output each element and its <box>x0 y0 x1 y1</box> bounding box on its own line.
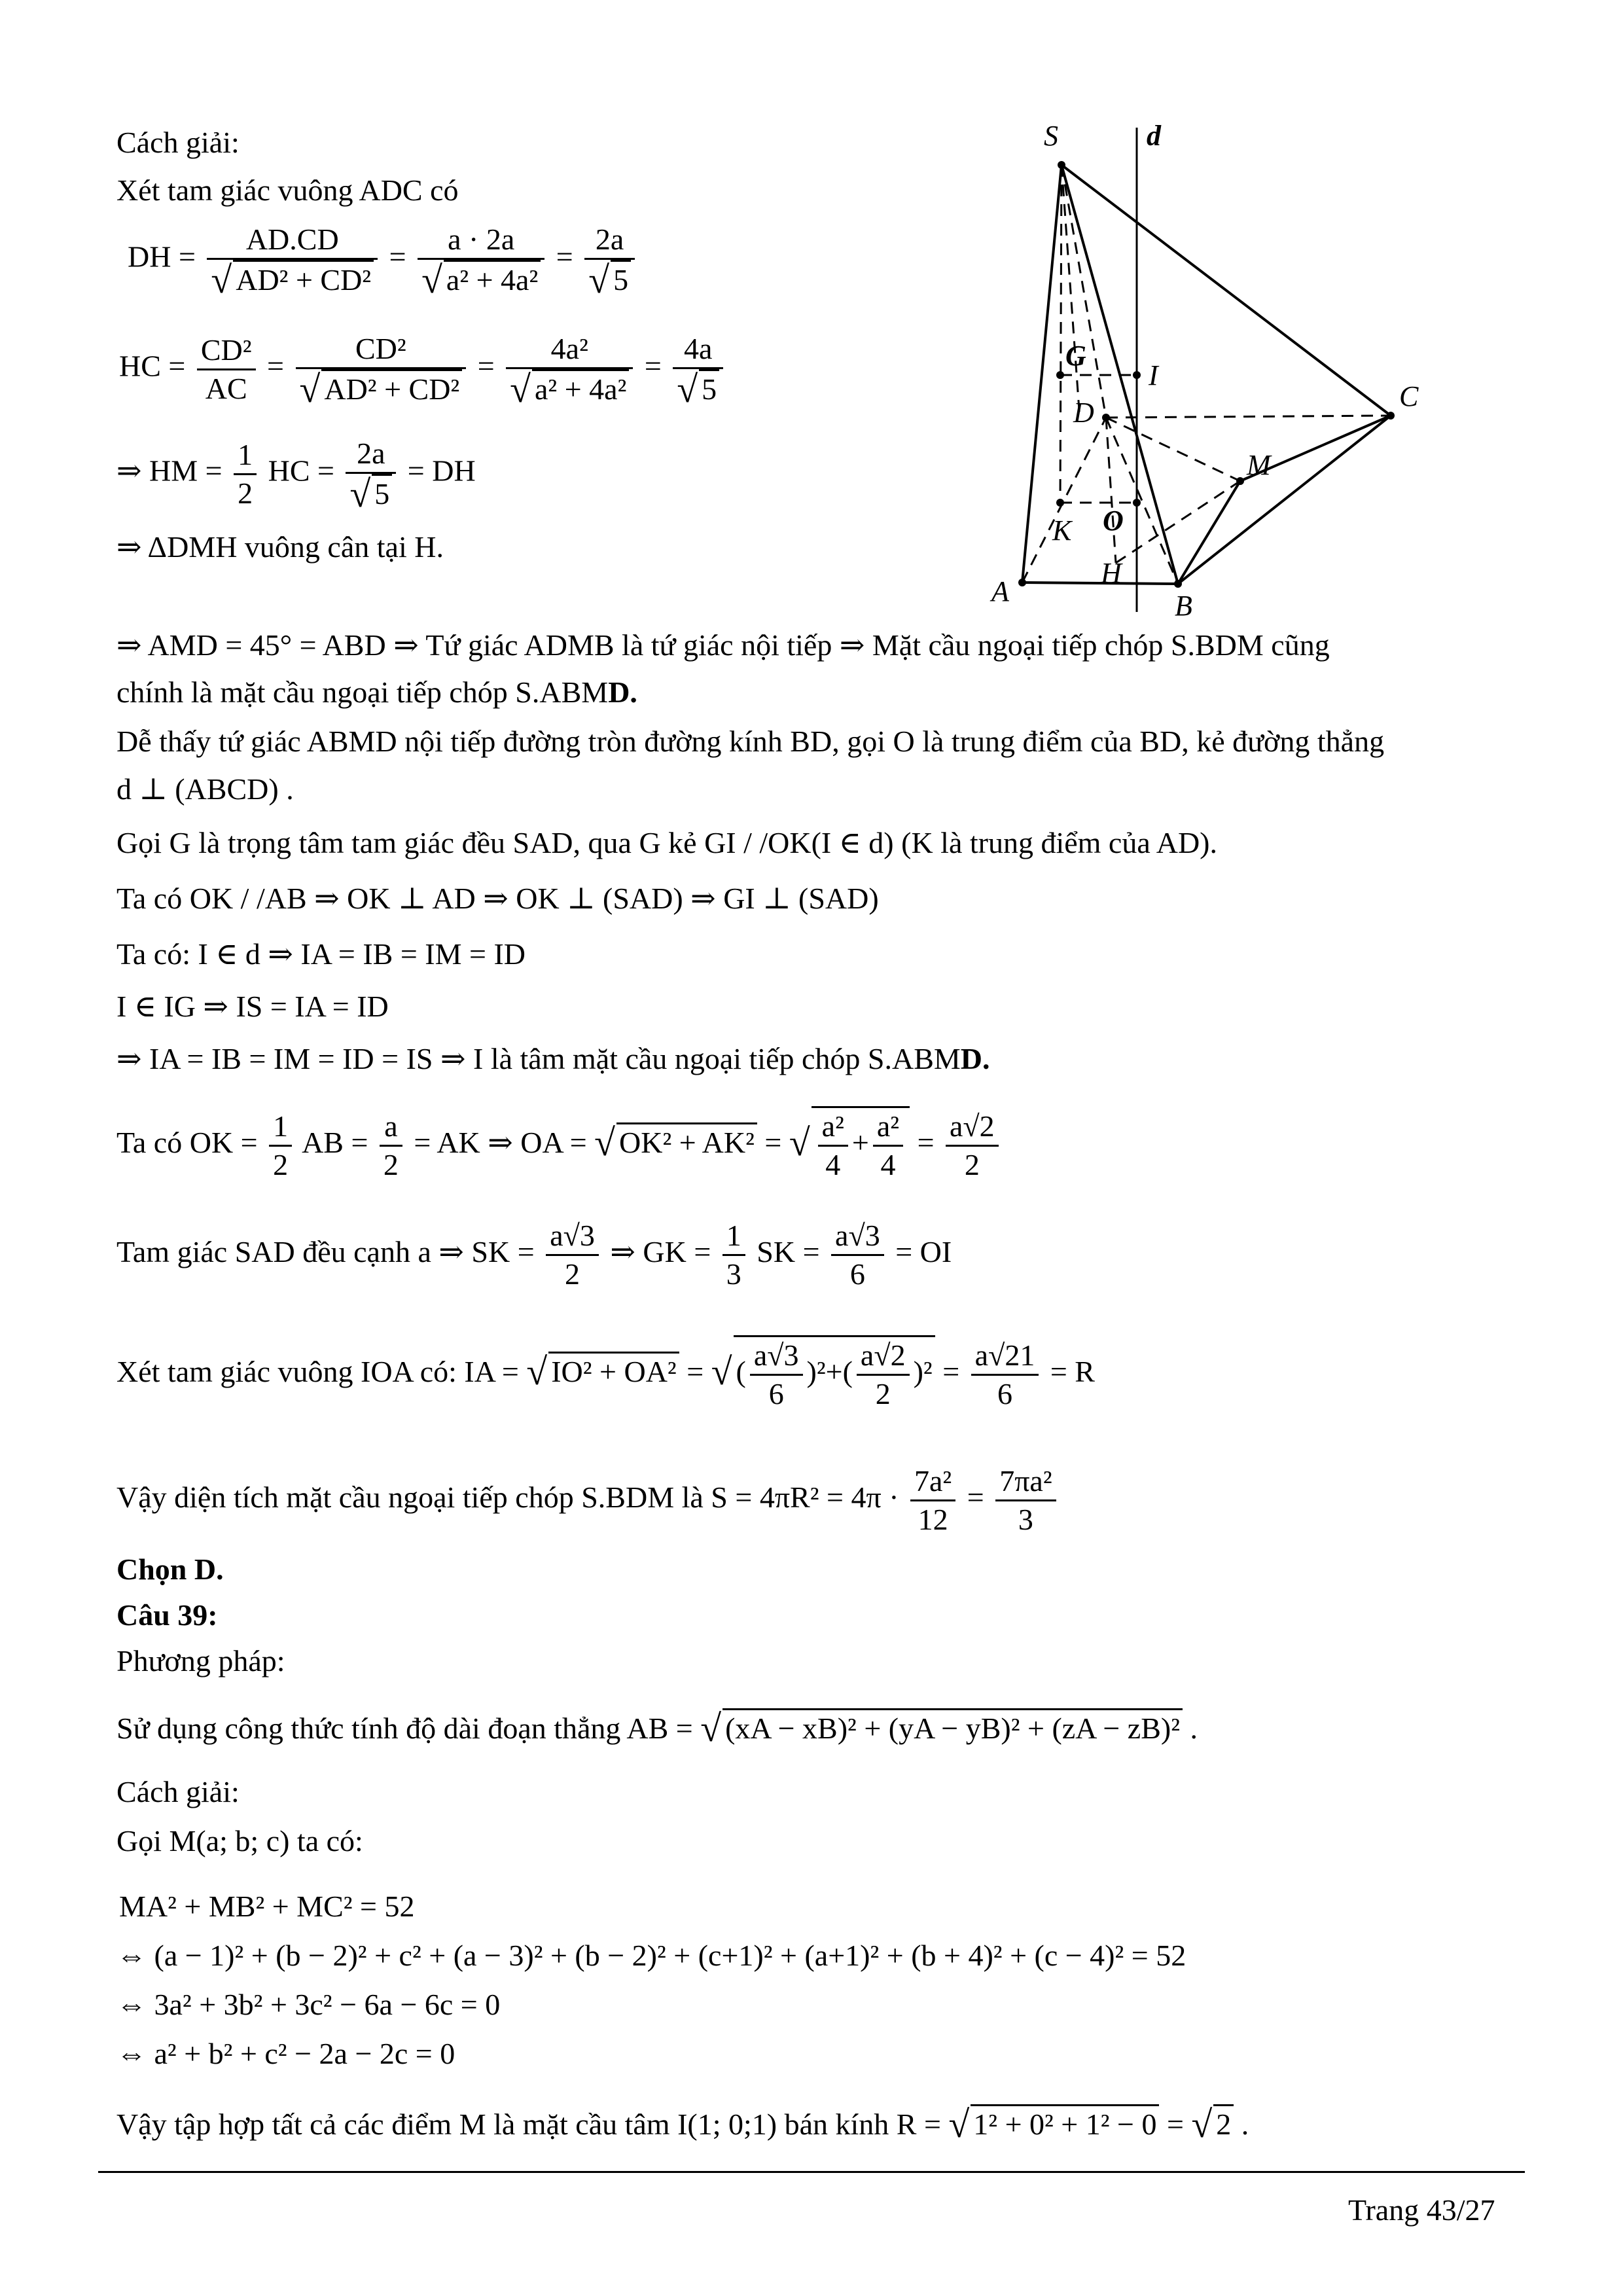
label-S: S <box>1044 120 1058 152</box>
edge-SD <box>1061 165 1106 418</box>
i-in-ig: I ∈ IG ⇒ IS = IA = ID <box>116 990 389 1023</box>
eq-area: Vậy diện tích mặt cầu ngoại tiếp chóp S.BDM là S = 4πR² = 4π · $\frac{\text{7a²}}{12}$ = $\frac{\text{7πa²}}{3}$ <box>116 1463 1060 1538</box>
eq-dh: DH = $\frac{AD.CD}{\text{√ AD² + CD²}}$ = $\frac{a \cdot 2a}{\text{√ a² + 4a²}}$ = $\frac{2a}{√ 5}$ <box>128 221 639 298</box>
page-number: Trang 43/27 <box>1348 2193 1495 2227</box>
q39-sol-heading: Cách giải: <box>116 1775 240 1808</box>
line-SK <box>1060 165 1061 503</box>
label-M: M <box>1247 449 1271 481</box>
label-A: A <box>991 575 1009 607</box>
q39-let-m: Gọi M(a; b; c) ta có: <box>116 1824 363 1857</box>
label-B: B <box>1175 590 1192 622</box>
eq-hm: ⇒ HM = $\frac{1}{2}$ HC = $\frac{2a}{√ 5}$ = DH <box>116 437 476 515</box>
dmh-line: ⇒ ΔDMH vuông cân tại H. <box>116 530 444 564</box>
line-BM <box>1178 481 1240 584</box>
eq-hc: HC = $\frac{\text{CD²}}{AC}$ = $\frac{\text{CD²}}{\text{√ AD² + CD²}}$ = $\frac{\text{4a²}}{\text{√ a² + 4a²}}$ = $\frac{4a}{√ 5}$ <box>119 331 727 408</box>
solution-heading: Cách giải: <box>116 126 240 159</box>
label-C: C <box>1399 380 1419 412</box>
label-I: I <box>1149 359 1158 391</box>
eq-sad: Tam giác SAD đều cạnh a ⇒ SK = $\frac{a√3}{2}$ ⇒ GK = $\frac{1}{3}$ SK = $\frac{a√3}{6}$ = OI <box>116 1219 952 1291</box>
eq-ioa: Xét tam giác vuông IOA có: IA = √ IO² + OA² = √ ( $\frac{a√3}{6}$ )²+( $\frac{a√2}{2}$ )² = $\frac{a√21}{6}$ = R <box>116 1335 1095 1412</box>
line-DM <box>1106 418 1240 481</box>
amd-line2: chính là mặt cầu ngoại tiếp chóp S.ABMD. <box>116 675 637 709</box>
q39-conclusion: Vậy tập hợp tất cả các điểm M là mặt cầu tâm I(1; 0;1) bán kính R = √ 1² + 0² + 1² − 0 = √ 2 . <box>116 2103 1249 2145</box>
goi-g: Gọi G là trọng tâm tam giác đều SAD, qua G kẻ GI / /OK(I ∈ d) (K là trung điểm của AD). <box>116 826 1217 859</box>
i-in-d: Ta có: I ∈ d ⇒ IA = IB = IM = ID <box>116 937 526 971</box>
edge-BC <box>1178 416 1391 584</box>
pyramid-figure <box>982 111 1440 622</box>
edge-DC <box>1106 416 1391 418</box>
edge-SC <box>1061 165 1391 416</box>
amd-line1: ⇒ AMD = 45° = ABD ⇒ Tứ giác ADMB là tứ giác nội tiếp ⇒ Mặt cầu ngoại tiếp chóp S.BDM cũng <box>116 628 1330 662</box>
abmd-line2: d ⊥ (ABCD) . <box>116 772 294 806</box>
eq-ok: Ta có OK = $\frac{1}{2}$ AB = $\frac{a}{2}$ = AK ⇒ OA = √ OK² + AK² = √ $\frac{\text{a²}}{4}$ + $\frac{\text{a²}}{4}$ = $\frac{a√2}{2}$ <box>116 1106 1003 1183</box>
abmd-line1: Dễ thấy tứ giác ABMD nội tiếp đường tròn đường kính BD, gọi O là trung điểm của BD, kẻ đường thẳng <box>116 725 1385 758</box>
line-DH <box>1106 418 1116 563</box>
label-O: O <box>1103 505 1124 537</box>
edge-AB <box>1022 583 1178 584</box>
label-K: K <box>1052 514 1072 547</box>
label-H: H <box>1101 557 1122 589</box>
choose-answer: Chọn D. <box>116 1552 224 1586</box>
q39-eq2: ⇔ (a − 1)² + (b − 2)² + c² + (a − 3)² + (b − 2)² + (c+1)² + (a+1)² + (b + 4)² + (c − 4)² = 52 <box>116 1939 1186 1972</box>
label-G: G <box>1065 340 1086 372</box>
q39-method-text: Sử dụng công thức tính độ dài đoạn thẳng AB = √ (xA − xB)² + (yA − yB)² + (zA − zB)² . <box>116 1707 1198 1749</box>
label-D: D <box>1073 397 1094 429</box>
label-d: d <box>1147 120 1161 152</box>
center-line: ⇒ IA = IB = IM = ID = IS ⇒ I là tâm mặt cầu ngoại tiếp chóp S.ABMD. <box>116 1042 990 1075</box>
q39-title: Câu 39: <box>116 1598 218 1632</box>
q39-method-heading: Phương pháp: <box>116 1644 285 1677</box>
q39-eq4: ⇔ a² + b² + c² − 2a − 2c = 0 <box>116 2037 455 2070</box>
ok-ab: Ta có OK / /AB ⇒ OK ⊥ AD ⇒ OK ⊥ (SAD) ⇒ GI ⊥ (SAD) <box>116 882 879 915</box>
footer-rule <box>98 2171 1525 2173</box>
q39-eq1: MA² + MB² + MC² = 52 <box>119 1890 415 1923</box>
q39-eq3: ⇔ 3a² + 3b² + 3c² − 6a − 6c = 0 <box>116 1988 501 2021</box>
line-SH-aux <box>1061 165 1080 419</box>
xet-adc: Xét tam giác vuông ADC có <box>116 173 459 207</box>
